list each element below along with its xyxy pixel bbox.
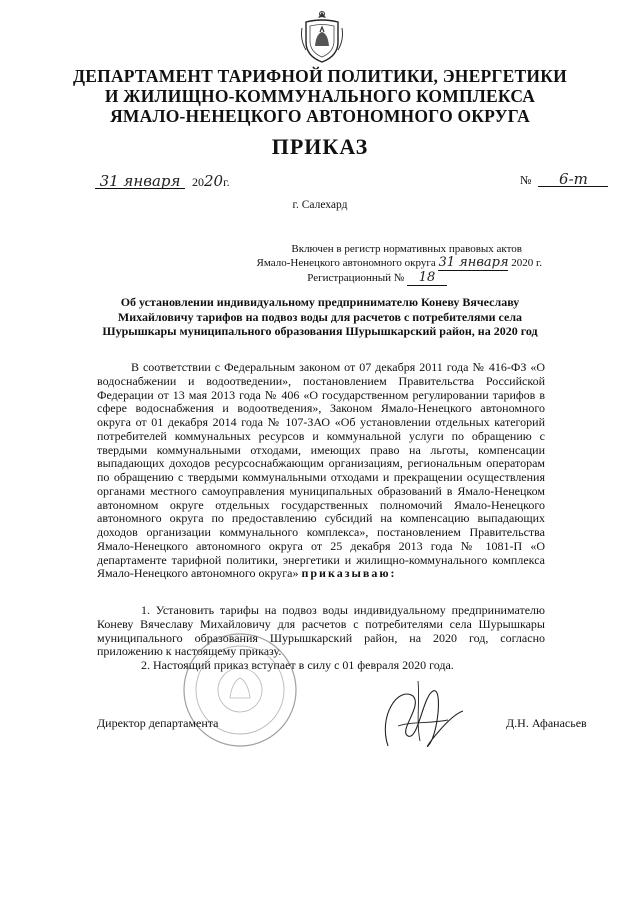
coat-of-arms-emblem <box>298 8 346 66</box>
date-handwritten: 31 января <box>95 174 185 189</box>
preamble-text: В соответствии с Федеральным законом от 07 декабря 2011 года № 416-ФЗ «О водоснабжении и водоотведении», постановлением Правительства Российской Федерации от 13 мая 2013 года № 406 «О государственном регулировании тарифов в сфере водоснабжения и водоотведения», Законом Ямало-Ненецкого автономного округа от 01 декабря 2014 года № 107-ЗАО «Об установлении отдельных категорий потребителей коммунальных ресурсов и коммунальной услуги по обращению с твердыми коммунальными отходами, имеющих право на льготы, компенсации выпадающих доходов ресурсоснабжающим организациям, региональным операторам по обращению с твердыми коммунальными отходами и прекращении осуществления органами местного самоуправления муниципальных образований в Ямало-Ненецком автономном округе отдельных государственных полномочий Ямало-Ненецкого автономного округа по предоставлению субсидий на компенсацию выпадающих доходов организации коммунального комплекса», постановлением Правительства Ямало-Ненецкого автономного округа от 25 декабря 2013 года № 1081-П «О департаменте тарифной политики, энергетики и жилищно-коммунального комплекса Ямало-Ненецкого автономного округа» <box>97 360 545 581</box>
order-number <box>520 172 608 188</box>
signatory-name: Д.Н. Афанасьев <box>506 716 587 730</box>
order-item-1: 1. Установить тарифы на подвоз воды индивидуальному предпринимателю Коневу Вячеславу Михайловичу для расчетов с потребителями села Шурышкары муниципального образования Шурышкарский район, на 2020 год, согласно приложению к настоящему приказу. <box>97 603 545 659</box>
signatory-position: Директор департамента <box>97 716 219 730</box>
year-suffix: г. <box>223 175 230 189</box>
registration-year: 2020 г. <box>511 257 542 269</box>
order-items <box>97 604 545 673</box>
official-seal <box>180 630 300 750</box>
year-prefix: 20 <box>192 175 204 189</box>
document-title: ПРИКАЗ <box>271 134 369 159</box>
dept-line-3: ЯМАЛО-НЕНЕЦКОГО АВТОНОМНОГО ОКРУГА <box>110 106 530 126</box>
registration-number-handwritten: 18 <box>407 271 447 286</box>
department-header <box>0 66 640 126</box>
number-handwritten: 6-т <box>538 172 608 187</box>
order-subject: Об установлении индивидуальному предпринимателю Коневу Вячеславу Михайловичу тарифов на подвоз воды для расчетов с потребителями села Шурышкары муниципального образования Шурышкарский район, на 2020 год <box>102 295 538 339</box>
order-item-2: 2. Настоящий приказ вступает в силу с 01 февраля 2020 года. <box>141 658 454 672</box>
registration-date-handwritten: 31 января <box>438 255 509 270</box>
order-word: приказываю: <box>301 566 397 581</box>
dept-line-1: ДЕПАРТАМЕНТ ТАРИФНОЙ ПОЛИТИКИ, ЭНЕРГЕТИКИ <box>73 66 567 86</box>
handwritten-signature <box>368 676 488 756</box>
registration-line-1: Включен в регистр нормативных правовых актов <box>291 243 522 255</box>
registration-line-3 <box>150 271 542 286</box>
registration-number-label: Регистрационный № <box>307 272 405 284</box>
registration-stamp <box>150 243 542 286</box>
city: г. Салехард <box>292 199 348 211</box>
registration-line-2 <box>150 256 542 271</box>
number-label: № <box>520 173 532 187</box>
registration-region: Ямало-Ненецкого автономного округа <box>256 257 436 269</box>
year-handwritten: 20 <box>204 172 224 190</box>
preamble-block <box>97 361 545 581</box>
order-date <box>95 172 230 190</box>
dept-line-2: И ЖИЛИЩНО-КОММУНАЛЬНОГО КОМПЛЕКСА <box>104 86 536 106</box>
